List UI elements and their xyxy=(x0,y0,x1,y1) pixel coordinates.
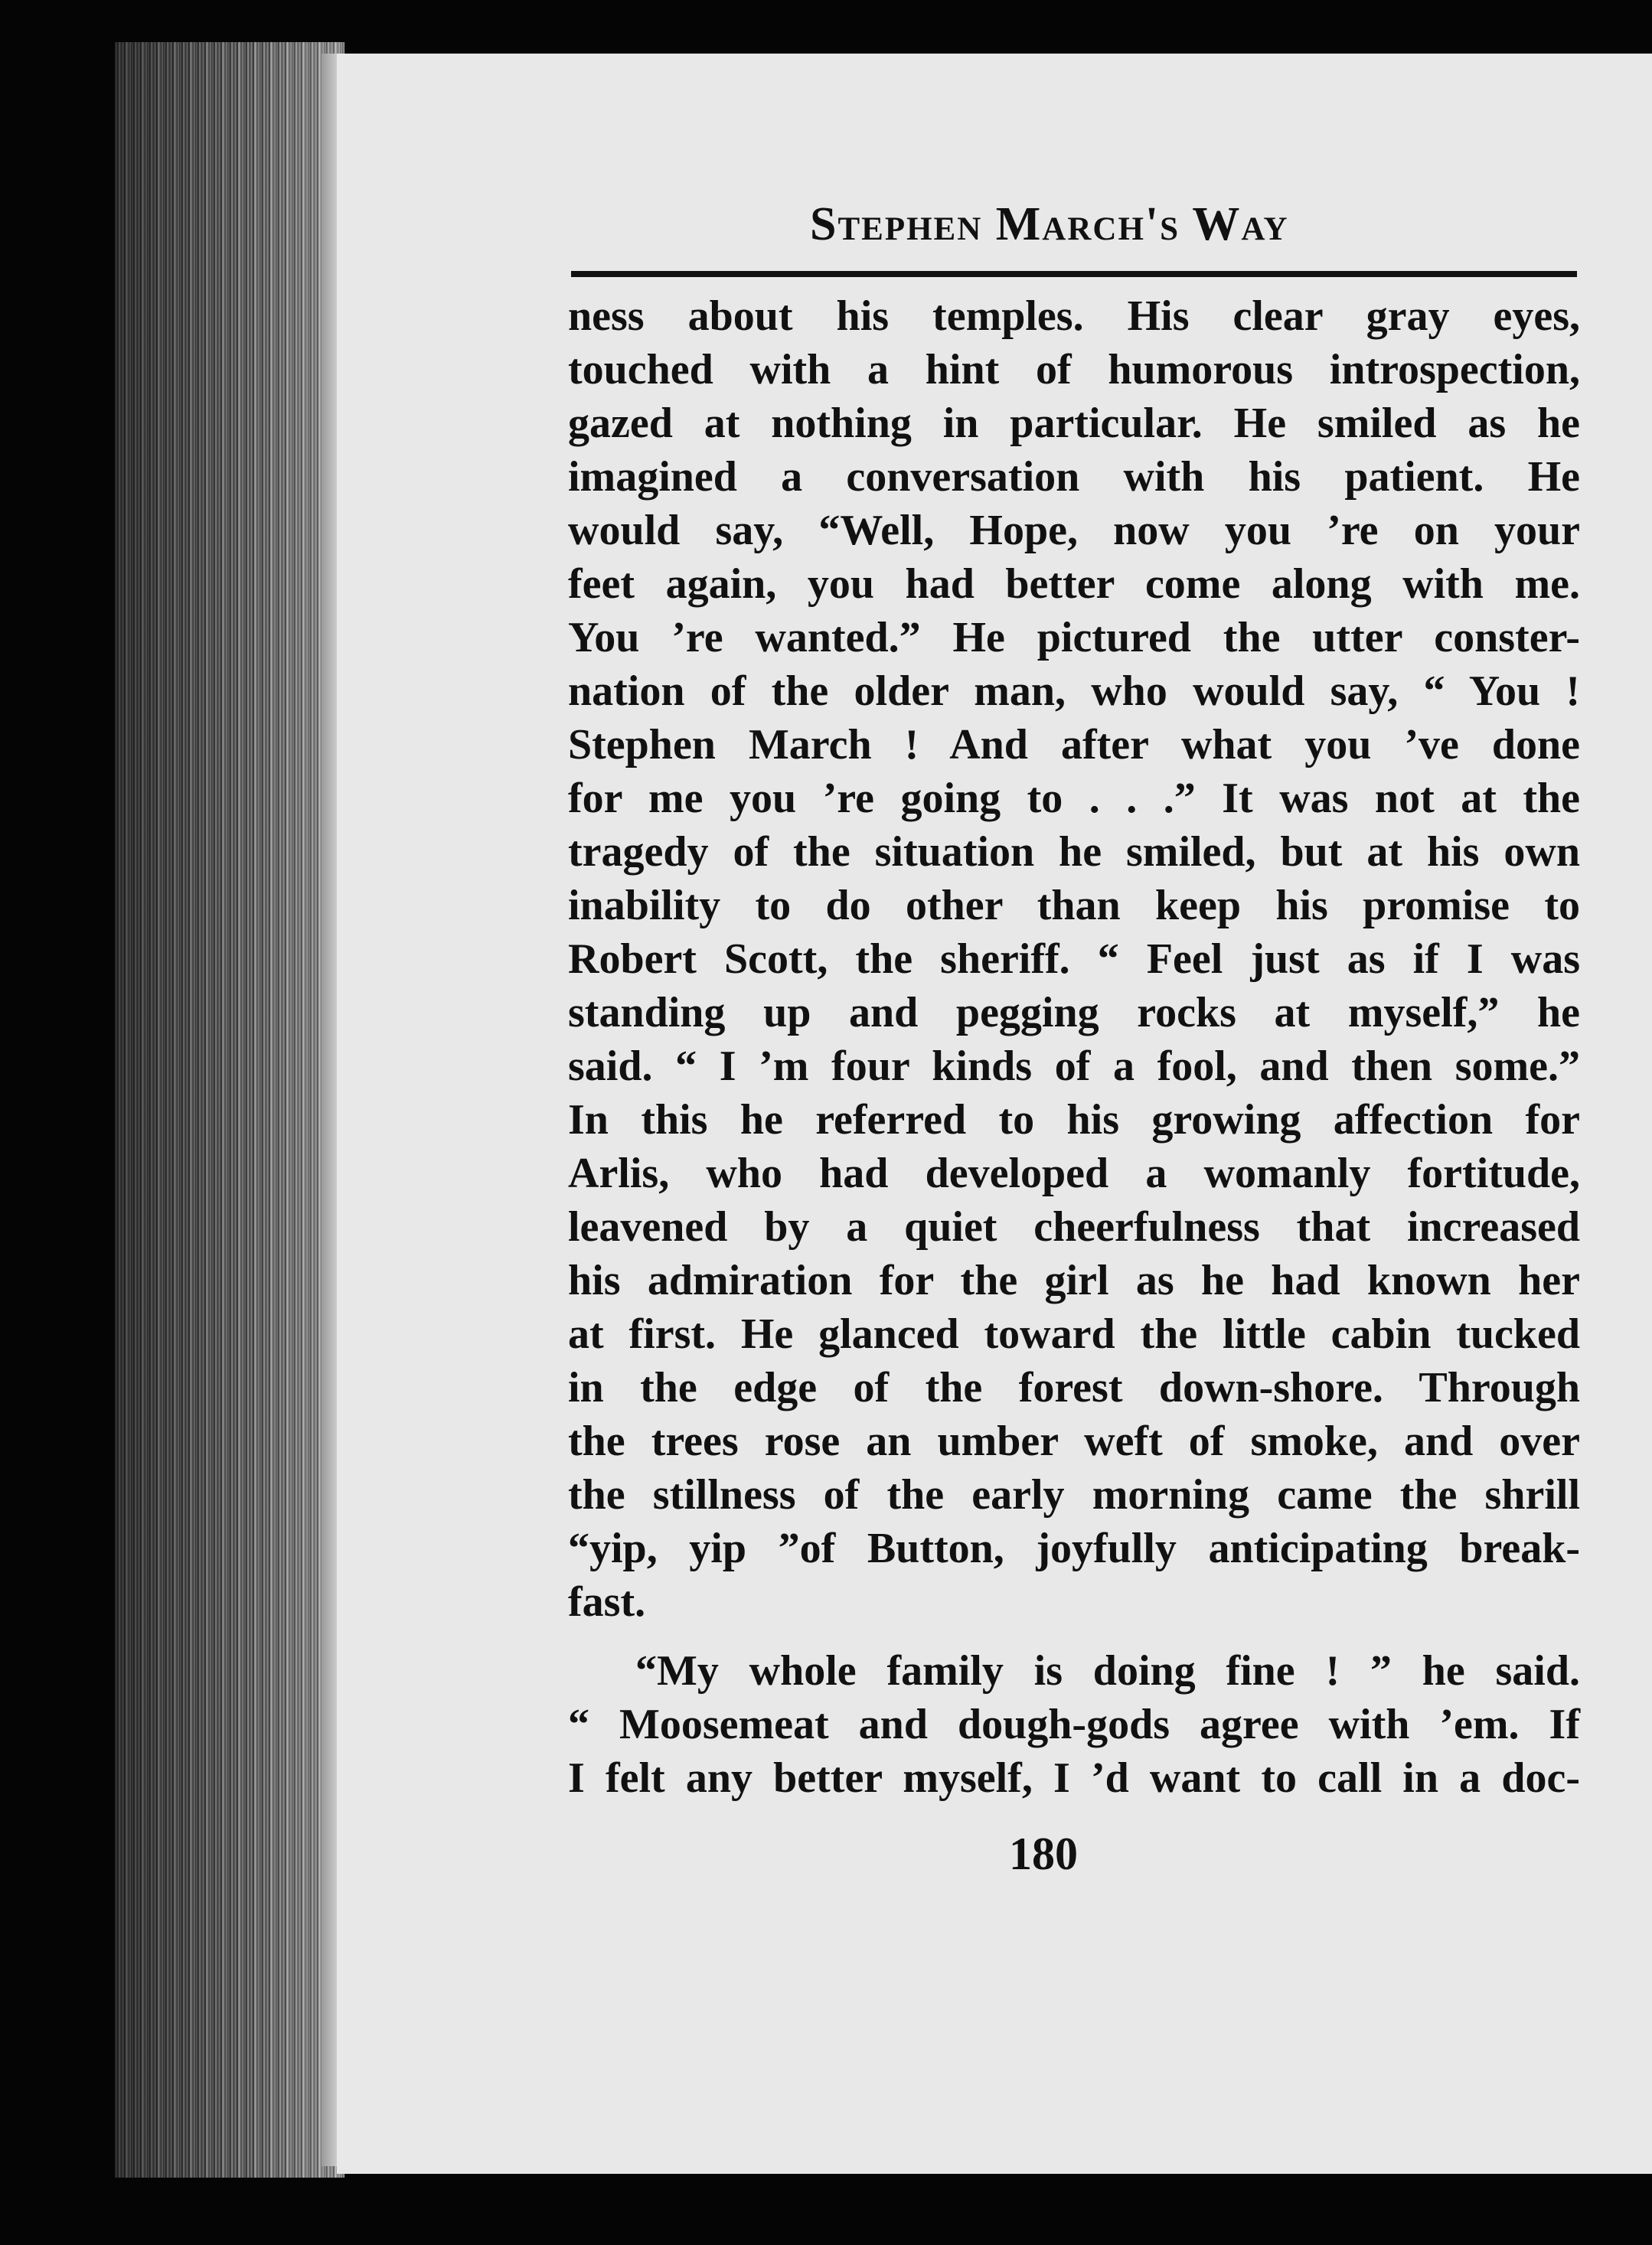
text-line: his admiration for the girl as he had known her xyxy=(568,1257,1580,1304)
text-line: imagined a conversation with his patient. He xyxy=(568,453,1580,501)
text-line: in the edge of the forest down-shore. Through xyxy=(568,1364,1580,1411)
text-line: Arlis, who had developed a womanly fortitude, xyxy=(568,1150,1580,1197)
body-text xyxy=(568,289,1580,1805)
text-line: inability to do other than keep his promise to xyxy=(568,882,1580,929)
text-line: I felt any better myself, I ’d want to call in a doc- xyxy=(568,1754,1580,1802)
text-line: “yip, yip ”of Button, joyfully anticipating break- xyxy=(568,1525,1580,1572)
text-line: feet again, you had better come along with me. xyxy=(568,560,1580,608)
text-line: tragedy of the situation he smiled, but at his own xyxy=(568,828,1580,876)
text-line: the stillness of the early morning came the shrill xyxy=(568,1471,1580,1519)
text-line: gazed at nothing in particular. He smiled as he xyxy=(568,400,1580,447)
text-line: at first. He glanced toward the little cabin tucked xyxy=(568,1310,1580,1358)
text-line: You ’re wanted.” He pictured the utter conster- xyxy=(568,614,1580,661)
page-edges xyxy=(115,42,344,2178)
text-line: ness about his temples. His clear gray eyes, xyxy=(568,292,1580,340)
text-line: leavened by a quiet cheerfulness that increased xyxy=(568,1203,1580,1251)
text-line: In this he referred to his growing affection for xyxy=(568,1096,1580,1144)
text-line: would say, “Well, Hope, now you ’re on your xyxy=(568,507,1580,554)
text-line: “ Moosemeat and dough-gods agree with ’em. If xyxy=(568,1701,1580,1748)
header-rule xyxy=(571,271,1577,277)
text-line: nation of the older man, who would say, “ You ! xyxy=(568,667,1580,715)
paragraph-break xyxy=(568,1629,1580,1644)
text-line: the trees rose an umber weft of smoke, and over xyxy=(568,1418,1580,1465)
text-line: for me you ’re going to . . .” It was not at the xyxy=(568,775,1580,822)
text-line: standing up and pegging rocks at myself,” he xyxy=(568,989,1580,1036)
text-line: “My whole family is doing fine ! ” he said. xyxy=(635,1647,1580,1695)
page-number: 180 xyxy=(1009,1829,1078,1879)
text-line: fast. xyxy=(568,1578,646,1626)
text-line: said. “ I ’m four kinds of a fool, and then some.” xyxy=(568,1043,1580,1090)
text-line: touched with a hint of humorous introspection, xyxy=(568,346,1580,393)
running-head: Stephen March's Way xyxy=(810,198,1289,250)
text-line: Robert Scott, the sheriff. “ Feel just as if I was xyxy=(568,935,1580,983)
text-line: Stephen March ! And after what you ’ve done xyxy=(568,721,1580,768)
